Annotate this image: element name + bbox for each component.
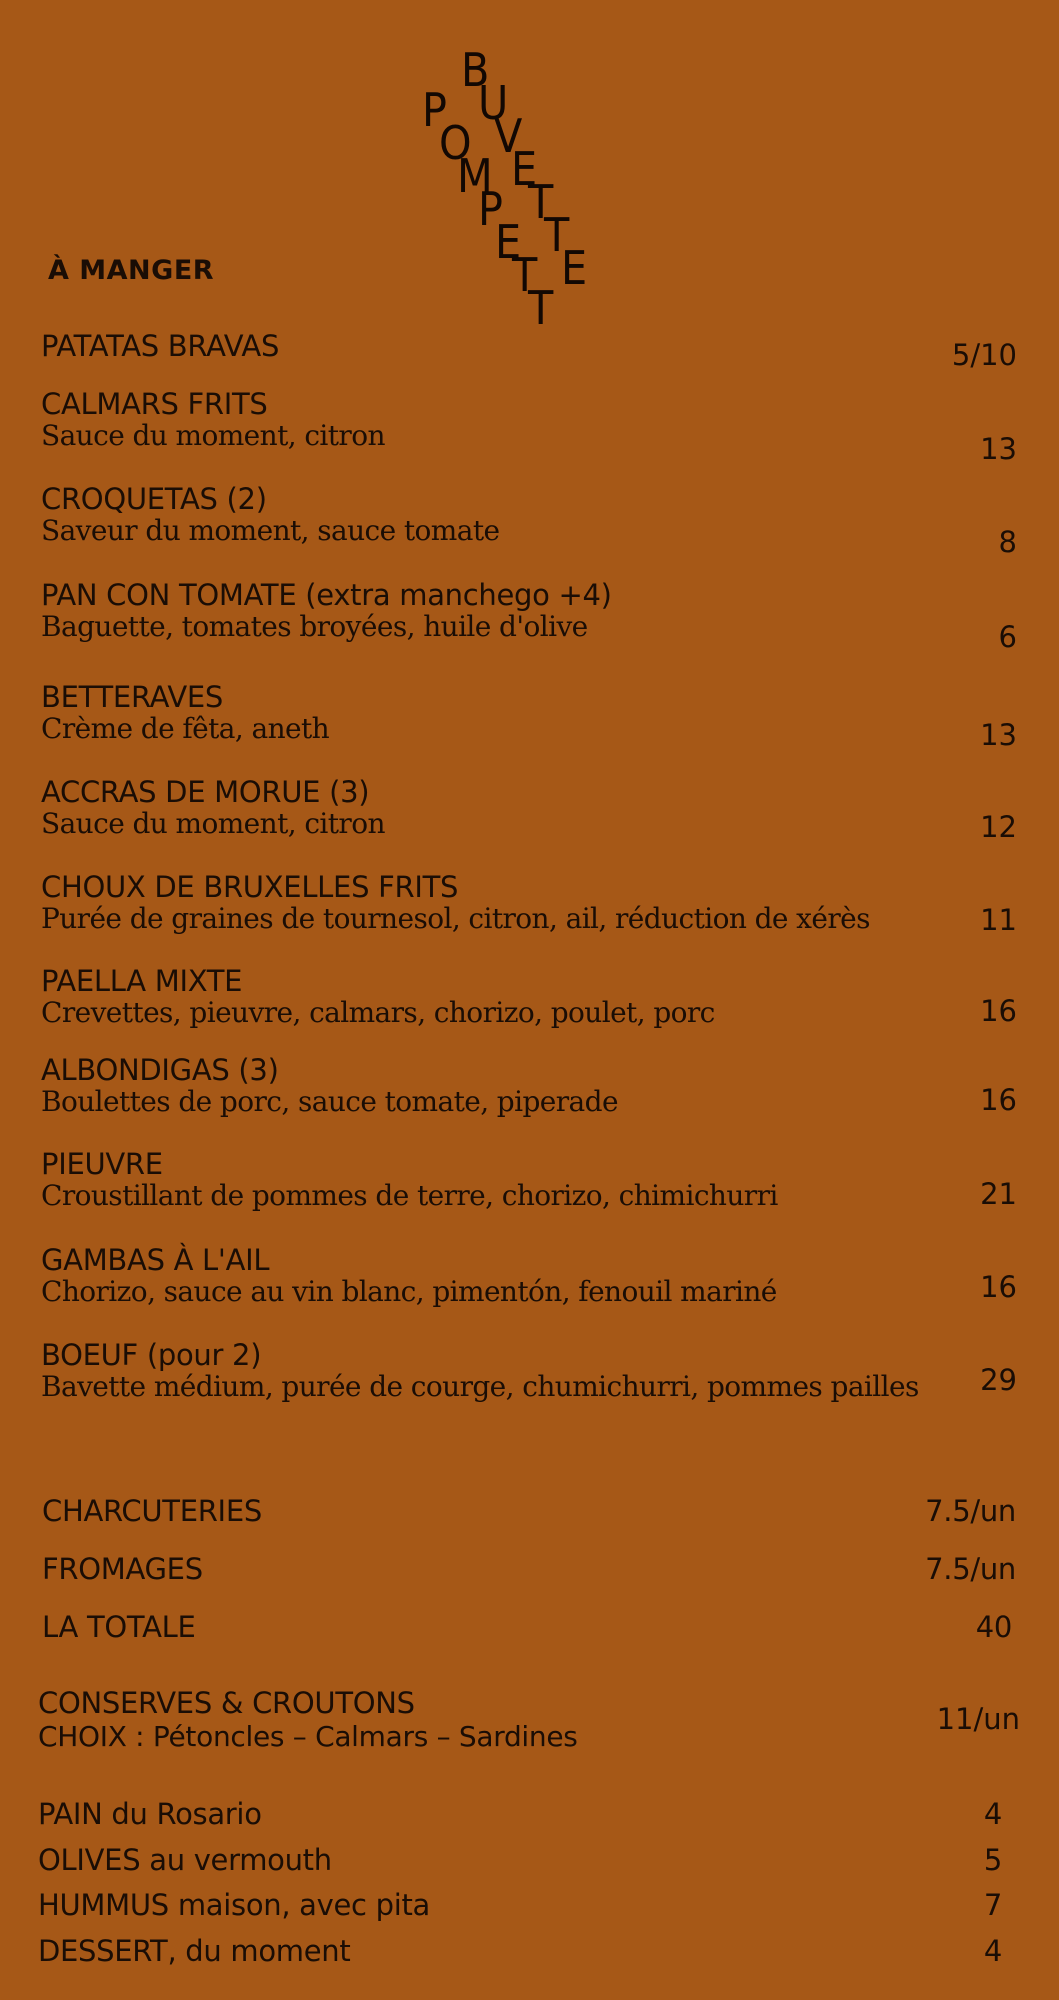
board-la-totale	[42, 1609, 1016, 1649]
menu-item-albondigas	[41, 1053, 1017, 1133]
menu-item-betteraves	[41, 680, 1017, 760]
conserves-name: CONSERVES & CROUTONS	[38, 1686, 415, 1720]
item-price: 16	[980, 1083, 1017, 1117]
side-price: 5	[983, 1843, 1002, 1877]
item-name: PAN CON TOMATE (extra manchego +4)	[41, 578, 612, 612]
logo-letter: T	[528, 175, 554, 229]
board-name: CHARCUTERIES	[42, 1494, 262, 1528]
item-price: 29	[980, 1363, 1017, 1397]
side-label: DESSERT, du moment	[38, 1934, 351, 1968]
menu-item-croquetas	[41, 482, 1017, 562]
item-description: Purée de graines de tournesol, citron, ail, réduction de xérès	[41, 902, 870, 935]
conserves-choice: CHOIX : Pétoncles – Calmars – Sardines	[38, 1720, 578, 1753]
side-label: PAIN du Rosario	[38, 1797, 262, 1831]
section-title: À MANGER	[48, 255, 215, 286]
item-name: CHOUX DE BRUXELLES FRITS	[41, 870, 459, 904]
item-name: CROQUETAS (2)	[41, 482, 267, 516]
board-price: 40	[975, 1610, 1012, 1644]
item-price: 6	[998, 620, 1017, 654]
board-charcuteries	[42, 1493, 1016, 1533]
side-price: 4	[983, 1797, 1002, 1831]
logo-letter: T	[544, 208, 570, 262]
menu-item-paella-mixte	[41, 964, 1017, 1044]
menu-item-pieuvre	[41, 1147, 1017, 1227]
item-price: 13	[980, 432, 1017, 466]
item-price: 12	[980, 810, 1017, 844]
menu-item-boeuf	[41, 1338, 1017, 1418]
logo-letter: O	[439, 116, 472, 170]
item-description: Baguette, tomates broyées, huile d'olive	[41, 610, 588, 643]
item-description: Chorizo, sauce au vin blanc, pimentón, fenouil mariné	[41, 1275, 777, 1308]
logo-letter: V	[494, 109, 523, 163]
item-name: BETTERAVES	[41, 680, 223, 714]
menu-item-calmars-frits	[41, 387, 1017, 467]
board-price: 7.5/un	[925, 1494, 1016, 1528]
item-description: Sauce du moment, citron	[41, 419, 385, 452]
conserves-price: 11/un	[936, 1702, 1020, 1736]
menu-item-accras-de-morue	[41, 775, 1017, 855]
side-hummus	[38, 1887, 1002, 1927]
item-description: Saveur du moment, sauce tomate	[41, 514, 500, 547]
logo-letter: E	[495, 215, 522, 269]
logo-letter: T	[528, 281, 554, 335]
item-name: ALBONDIGAS (3)	[41, 1053, 279, 1087]
item-name: CALMARS FRITS	[41, 387, 268, 421]
board-name: LA TOTALE	[42, 1610, 196, 1644]
item-price: 21	[980, 1177, 1017, 1211]
item-price: 16	[980, 994, 1017, 1028]
item-name: GAMBAS À L'AIL	[41, 1243, 270, 1277]
side-label: OLIVES au vermouth	[38, 1843, 332, 1877]
item-name: PAELLA MIXTE	[41, 964, 243, 998]
item-description: Sauce du moment, citron	[41, 807, 385, 840]
item-price: 16	[980, 1270, 1017, 1304]
side-pain	[38, 1796, 1002, 1836]
side-olives	[38, 1842, 1002, 1882]
item-description: Crème de fêta, aneth	[41, 712, 330, 745]
logo-letter: T	[512, 248, 538, 302]
logo-letter: E	[561, 241, 588, 295]
side-price: 4	[983, 1934, 1002, 1968]
item-price: 5/10	[951, 338, 1017, 372]
board-fromages	[42, 1551, 1016, 1591]
side-price: 7	[983, 1888, 1002, 1922]
item-description: Boulettes de porc, sauce tomate, piperade	[41, 1085, 618, 1118]
side-dessert	[38, 1933, 1002, 1973]
logo-letter: P	[422, 83, 447, 137]
item-description: Crevettes, pieuvre, calmars, chorizo, poulet, porc	[41, 996, 715, 1029]
item-description: Croustillant de pommes de terre, chorizo, chimichurri	[41, 1179, 778, 1212]
menu-item-choux-de-bruxelles	[41, 870, 1017, 950]
item-name: ACCRAS DE MORUE (3)	[41, 775, 370, 809]
menu-item-pan-con-tomate	[41, 578, 1017, 658]
logo-letter: M	[457, 149, 493, 203]
item-description: Bavette médium, purée de courge, chumichurri, pommes pailles	[41, 1370, 919, 1403]
logo-letter: U	[478, 76, 509, 130]
item-name: PIEUVRE	[41, 1147, 163, 1181]
restaurant-logo	[422, 42, 630, 335]
item-price: 13	[980, 718, 1017, 752]
menu-item-gambas-a-lail	[41, 1243, 1017, 1323]
side-label: HUMMUS maison, avec pita	[38, 1888, 431, 1922]
logo-letter: E	[511, 142, 538, 196]
item-price: 11	[980, 903, 1017, 937]
item-price: 8	[998, 525, 1017, 559]
item-name: BOEUF (pour 2)	[41, 1338, 262, 1372]
item-name: PATATAS BRAVAS	[41, 329, 280, 363]
logo-letter: B	[461, 43, 490, 97]
board-name: FROMAGES	[42, 1552, 203, 1586]
logo-letter: P	[478, 182, 503, 236]
conserves-croutons	[38, 1686, 1020, 1766]
board-price: 7.5/un	[925, 1552, 1016, 1586]
